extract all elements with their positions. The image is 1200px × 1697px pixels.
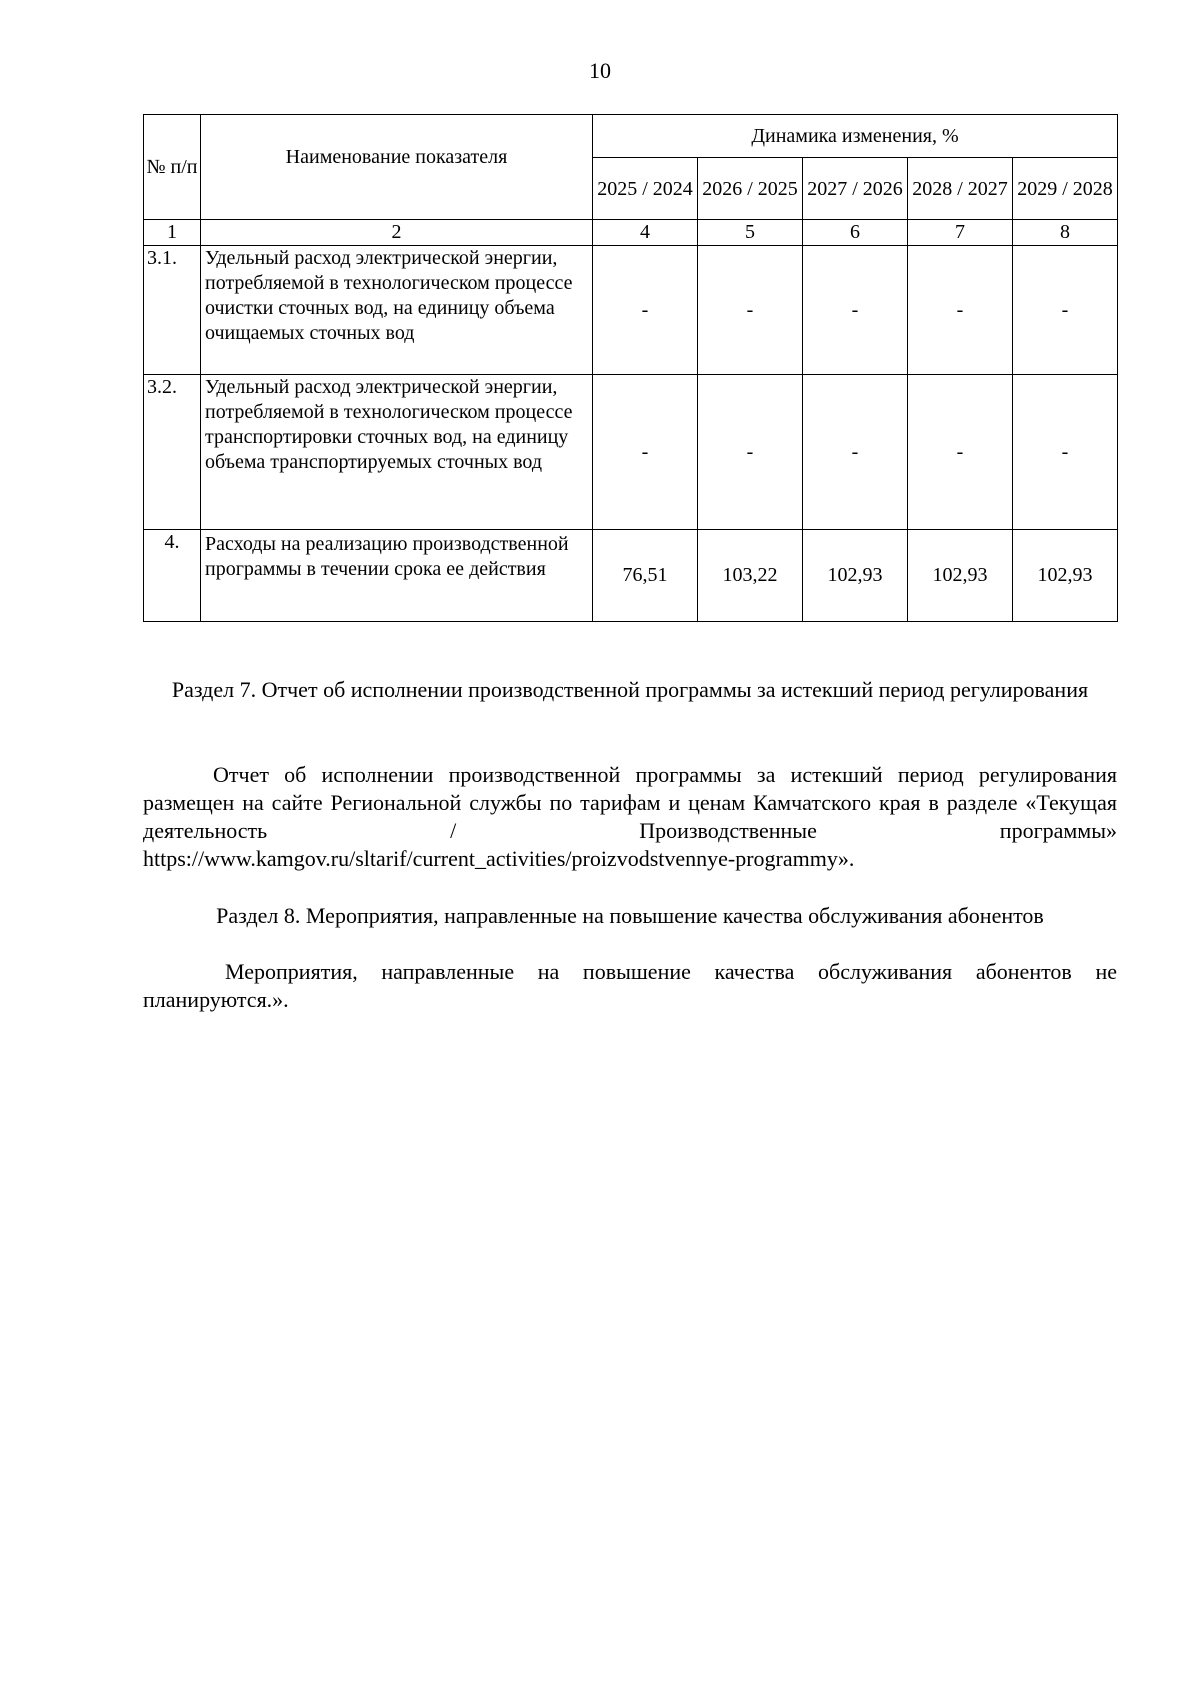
- row-value: -: [803, 246, 908, 375]
- row-value: -: [698, 375, 803, 530]
- row-value: 103,22: [698, 530, 803, 622]
- column-index: 8: [1013, 220, 1118, 246]
- row-value: -: [698, 246, 803, 375]
- row-value: -: [908, 246, 1013, 375]
- header-year: 2028 / 2027: [908, 158, 1013, 220]
- row-value: -: [803, 375, 908, 530]
- section-8-heading: Раздел 8. Мероприятия, направленные на повышение качества обслуживания абонентов: [216, 903, 1044, 928]
- header-dynamics: Динамика изменения, %: [593, 115, 1118, 158]
- row-indicator-name: Удельный расход электрической энергии, потребляемой в технологическом процессе очистки сточных вод, на единицу объема очищаемых сточных вод: [201, 246, 593, 375]
- row-value: -: [1013, 375, 1118, 530]
- row-value: 102,93: [908, 530, 1013, 622]
- table-row: [144, 375, 1118, 530]
- row-indicator-name: Удельный расход электрической энергии, потребляемой в технологическом процессе транспортировки сточных вод, на единицу объема транспортируемых сточных вод: [201, 375, 593, 530]
- row-value: -: [593, 246, 698, 375]
- row-number: 4.: [144, 530, 201, 622]
- column-index: 4: [593, 220, 698, 246]
- section-7-paragraph: Отчет об исполнении производственной программы за истекший период регулирования размещен на сайте Региональной службы по тарифам и ценам Камчатского края в разделе «Текущая деятельность / Производственные программы» https://www.kamgov.ru/sltarif/current_activities/proizvodstvennye-programmy».: [143, 762, 1117, 871]
- table-header-row: [144, 115, 1118, 158]
- page-number: 10: [589, 58, 611, 83]
- column-index: 5: [698, 220, 803, 246]
- row-value: 76,51: [593, 530, 698, 622]
- row-value: -: [1013, 246, 1118, 375]
- column-index-row: [144, 220, 1118, 246]
- header-num: № п/п: [144, 115, 201, 220]
- table-row: [144, 530, 1118, 622]
- row-value: -: [593, 375, 698, 530]
- column-index: 2: [201, 220, 593, 246]
- row-number: 3.2.: [144, 375, 201, 530]
- column-index: 7: [908, 220, 1013, 246]
- row-value: -: [908, 375, 1013, 530]
- table-row: [144, 246, 1118, 375]
- header-year: 2027 / 2026: [803, 158, 908, 220]
- indicators-table: [143, 114, 1118, 622]
- header-name: Наименование показателя: [201, 115, 593, 220]
- column-index: 6: [803, 220, 908, 246]
- column-index: 1: [144, 220, 201, 246]
- header-year: 2029 / 2028: [1013, 158, 1118, 220]
- header-year: 2025 / 2024: [593, 158, 698, 220]
- row-indicator-name: Расходы на реализацию производственной программы в течении срока ее действия: [201, 530, 593, 622]
- row-number: 3.1.: [144, 246, 201, 375]
- row-value: 102,93: [1013, 530, 1118, 622]
- section-8-paragraph: Мероприятия, направленные на повышение качества обслуживания абонентов не планируются.».: [143, 959, 1117, 1012]
- row-value: 102,93: [803, 530, 908, 622]
- header-year: 2026 / 2025: [698, 158, 803, 220]
- section-7-heading: Раздел 7. Отчет об исполнении производственной программы за истекший период регулирования: [171, 677, 1089, 702]
